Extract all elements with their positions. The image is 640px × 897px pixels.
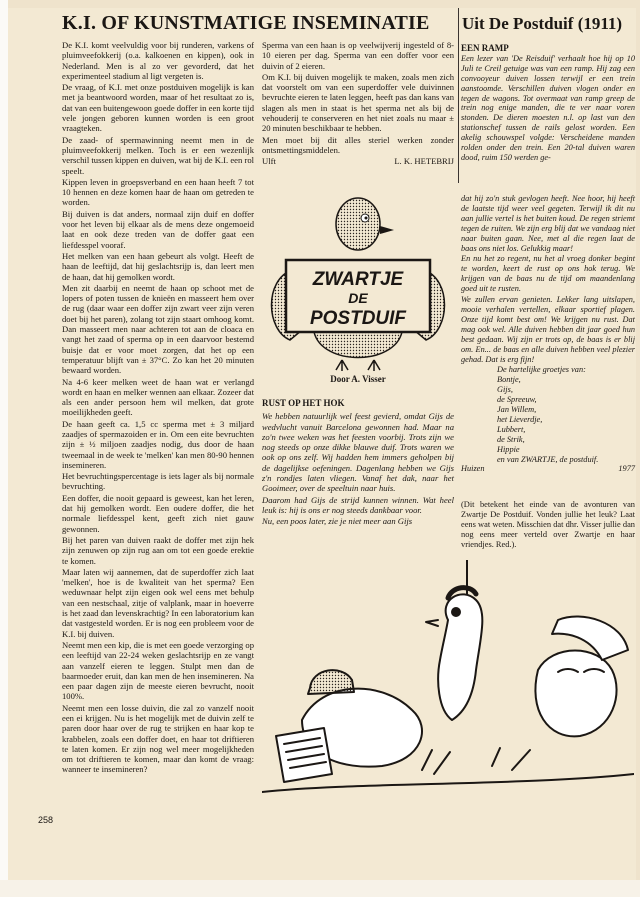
sidebar-column — [461, 40, 635, 164]
story-column — [262, 398, 454, 528]
paragraph: De zaad- of spermawinning neemt men in de pluimveefokkerij melken. Toch is er een wezenlijk verschil tussen kippen en duiven, wat bij de K.I. een rol speelt. — [62, 134, 254, 176]
paragraph: Bij duiven is dat anders, normaal zijn duif en doffer voor het leven bij elkaar als de mens deze ongemoeid laat en ook deze treden van de doffer gaat een liefdesspel vooraf. — [62, 208, 254, 250]
greeting-line: Lubbert, — [497, 424, 526, 434]
paragraph: Daarom had Gijs de strijd kunnen winnen. Wat heel leuk is: hij is ons er nog steeds dankbaar voor. — [262, 494, 454, 515]
editor-note-text: (Dit betekent het einde van de avonturen van Zwartje De Postduif. Vonden jullie het leuk? Laat eens wat weten. Misschien dat dhr. Visser jullie dan nog eens meer verteld over Zwartje en haar vriendjes. Red.). — [461, 500, 635, 549]
column-divider — [458, 8, 459, 183]
place: Huizen — [461, 464, 485, 474]
greeting-line: de Strik, — [497, 434, 525, 444]
scan-edge — [0, 0, 8, 897]
paragraph: De K.I. komt veelvuldig voor bij runderen, varkens of pluimveefokkerij (o.a. kalkoenen en kippen), ook in Nederland. Men is al zo ver gevorderd, dat het experimenteel stadium al ligt vergeten is. — [62, 40, 254, 81]
byline: Door A. Visser — [330, 374, 386, 384]
pigeons-cartoon — [262, 560, 634, 815]
story-continuation — [461, 194, 635, 474]
paragraph: Een doffer, die nooit gepaard is geweest, kan het leren, dat hij gemolken wordt. Een oudere doffer, die het normale liefdesspel kent, geeft zich niet gauw gewonnen. — [62, 492, 254, 534]
article-column-2 — [262, 40, 454, 167]
paragraph: We zullen ervan genieten. Lekker lang uitslapen, mooie verhalen vertellen, elkaar sportief plagen. Onze tijd komt best om! We krijgen nu rust. Dat mag ook wel. Alle duiven hebben dit jaar goed hun best gedaan. Wij zijn er trots op, de baas is er blij om. En... de baas en alle duiven hebben veel plezier gehad. Dat is erg fijn! — [461, 295, 635, 364]
pigeon-beak-icon — [380, 226, 394, 234]
article-title: K.I. OF KUNSTMATIGE INSEMINATIE — [62, 12, 430, 34]
editor-note — [461, 500, 635, 551]
paragraph: Kippen leven in groepsverband en een haan heeft 7 tot 10 hennen en deze komen haar de haan om getreden te worden. — [62, 176, 254, 208]
zwartje-logo — [262, 190, 454, 372]
greeting-line: de Spreeuw, — [497, 395, 537, 405]
paragraph: Maar laten wij aannemen, dat de superdoffer zich laat 'melken', hoe is de kwaliteit van het sperma? Een weduwnaar helpt zijn eigen ook wel eens met behulp van een nestschaal, zitje of valplank, maar in hoeverre is het zaad dan levenskrachtig? In een laboratorium kan dat vastgesteld worden. Er is nog een probleem voor de K.I. bij duiven. — [62, 566, 254, 639]
paragraph: Nu, een poos later, zie je niet meer aan Gijs — [262, 516, 413, 527]
sidebar-text: Een lezer van 'De Reisduif' verhaalt hoe hij op 10 Juli te Creil getuige was van een ramp. Hij zag een convooyeur duiven lossen terwijl er een trein aanstoomde. Verschillen duiven vlogen onder en tegen de wagons. Tot overmaat van ramp greep de trein nog enige manden, die te ver naar voren stonden. De dieren moesten n.l. op last van den stationschef tussen de rails gelost worden. Een akelig schouwspel volgde: Verscheidene manden rolden onder den trein. Een 20-tal duiven waren dood, ruim 150 werden ge- — [461, 53, 635, 162]
pigeon-body-icon — [314, 332, 402, 358]
story-heading: RUST OP HET HOK — [262, 398, 345, 408]
paragraph: Om K.I. bij duiven mogelijk te maken, zoals men zich dat voorstelt om van een superdoffer vele duivinnen bevruchte eieren te laten leggen, heeft pas dan kans van slagen als men in staat is het sperma net als bij de vehouderij te conserveren en het niet zoals nu maar ± 20 minuten beschikbaar te hebben. — [262, 71, 454, 134]
greeting-line: De hartelijke groetjes van: — [497, 365, 586, 375]
paragraph: Bij het paren van duiven raakt de doffer met zijn hek zijn zenuwen op zijn rug aan om tot een goede erektie te komen. — [62, 534, 254, 566]
paragraph: Neemt men een losse duivin, die zal zo vanzelf nooit een ei krijgen. Nu is het mogelijk met de duivin zelf te paren door haar over de rug te strijken en haar kop te krabbelen, zoals een doffer doet, en haar tot driftieren te laten komen. Er zijn nog wel meer mogelijkheden om tot driftieren te komen, maar dan komt de vraag: wanneer te insemineren? — [62, 702, 254, 775]
author-place: Ulft — [262, 156, 276, 167]
paragraph: Na 4-6 keer melken weet de haan wat er verlangd wordt en haan en melker wennen aan elkaar. Zozeer dat als een ander persoon hem wil melken, dat grote moeilijkheden geeft. — [62, 376, 254, 418]
greeting-line: Hippie — [497, 444, 520, 454]
paragraph: dat hij zo'n stuk gevlogen heeft. Nee hoor, hij heeft de laatste tijd weer veel gegeten. Terwijl ik dit nu aan jullie vertel is het buiten koud. De regen striemt tegen de ruiten. We zijn erg blij dat we vandaag niet naar buiten gaan. Nee, met al die regen laat de baas ons niet los. Gelukkig maar! — [461, 194, 635, 253]
logo-line-1: ZWARTJE — [312, 269, 404, 290]
paragraph: De haan geeft ca. 1,5 cc sperma met ± 3 miljard zaadjes of spermazoiden er in. Om een eite bevruchten zijn ± ½ miljoen zaadjes nodig, dus door de haan tweemaal in de week te 'melken' kan men 80-90 hennen insemineren. — [62, 418, 254, 470]
pigeon-sleeping-icon — [535, 651, 616, 737]
article-column-1 — [62, 40, 254, 776]
greeting-line: het Lieverdje, — [497, 414, 543, 424]
paragraph: En nu het zo regent, nu het al vroeg donker begint te worden, keert de rust op ons hok terug. We krijgen van de baas nu de tijd om maandenlang goed uit te rusten. — [461, 254, 635, 294]
scan-bottom — [0, 880, 640, 897]
pigeon-hat-icon — [308, 670, 354, 694]
paragraph: Neemt men een kip, die is met een goede verzorging op een leeftijd van 22-24 weken geslachtsrijp en ze vangt aan vanzelf eieren te leggen. Stulpt men dan de baarmoeder eruit, dan kan men de hen insemineren. Na een paar dagen zijn de meeste eieren bevrucht, nooit 100%. — [62, 639, 254, 702]
year: 1977 — [618, 464, 635, 474]
paragraph: We hebben natuurlijk wel feest gevierd, omdat Gijs de wedvlucht vanuit Barcelona gewonnen had. Maar na zo'n twee weken was het feesten voorbij. Trots zijn we nog steeds op onze dikke blauwe duif. Trots waren we ook op ons zelf. Wij hadden hem immers geholpen bij de dagelijkse oefeningen. Dagenlang hebben we Gijs z'n rondjes laten vliegen. Vanaf het dak, naar het Gooimeer, over de speeltuin naar huis. — [262, 411, 454, 494]
logo-line-2: DE — [348, 290, 368, 306]
straw-icon — [422, 748, 530, 774]
paragraph: De vraag, of K.I. met onze postduiven mogelijk is kan met ja beantwoord worden, maar of het resultaat zo is, dat van een buitengewoon goede doffer in een korte tijd vele jongen geboren kunnen worden is een groot vraagteken. — [62, 82, 254, 134]
greetings-list — [461, 365, 635, 464]
paragraph: Sperma van een haan is op veelwijverij ingesteld of 8-10 eieren per dag. Sperma van een doffer voor een duivin of 2 eieren. — [262, 40, 454, 71]
greeting-line: Jan Willem, — [497, 405, 537, 415]
paragraph: Het bevruchtingspercentage is iets lager als bij normale bevruchting. — [62, 471, 254, 492]
greeting-line: Gijs, — [497, 385, 513, 395]
logo-line-3: POSTDUIF — [309, 308, 407, 329]
paragraph: Men zit daarbij en neemt de haan op schoot met de lopers of poten tussen de knieën en masseert hem over de rug (daar waar een doffer zijn zwart veer zijn veren doet bij het paren), zolang tot zijn staart omhoog komt. Dan masseert men naar achteren tot aan de cloaca en vangt het zaad of sperma op in een daarvoor bestemd buisje dat er voor moet zorgen, dat het op een temperatuur blijft van ± 37°C. Zo kan het 20 minuten bewaard worden. — [62, 282, 254, 376]
greeting-line: Bontje, — [497, 375, 521, 385]
page-number: 258 — [38, 815, 54, 825]
sidebar-title: Uit De Postduif (1911) — [462, 14, 623, 33]
pigeon-feet-icon — [336, 360, 380, 371]
sidebar-heading: EEN RAMP — [461, 43, 509, 53]
greeting-line: en van ZWARTJE, de postduif. — [497, 454, 599, 464]
pigeon-head-icon — [336, 198, 380, 250]
place-date — [461, 464, 635, 474]
paragraph: Het melken van een haan gebeurt als volgt. Heeft de haan de leeftijd, dat hij geslachtsrijp is, dan leert men de haan, dat hij gemolken wordt. — [62, 250, 254, 282]
paragraph: Men moet bij dit alles steriel werken zonder ontsmettingsmiddelen. — [262, 134, 454, 155]
author-signature — [262, 156, 454, 166]
author-name: L. K. HETEBRIJ — [394, 156, 454, 167]
